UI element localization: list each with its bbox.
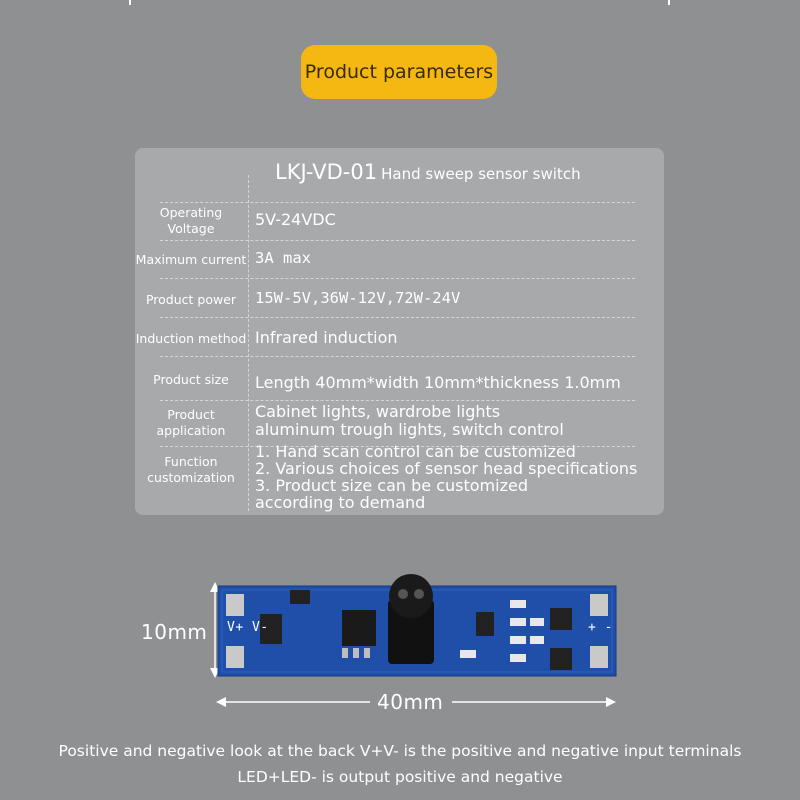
row-divider [160, 317, 635, 318]
badge-label: Product parameters [304, 61, 494, 83]
row-value-customization-line2: 2. Various choices of sensor head specifications [255, 459, 638, 478]
caption-line-1: Positive and negative look at the back V+V- is the positive and negative input terminals [58, 742, 742, 760]
row-label-product-application: Product application [156, 407, 226, 438]
top-edge-marks [0, 0, 800, 6]
row-divider [160, 400, 635, 401]
row-value-induction-method: Infrared induction [255, 328, 398, 347]
product-parameters-badge [301, 45, 497, 99]
column-divider [248, 175, 249, 511]
model-subtitle: Hand sweep sensor switch [381, 165, 581, 183]
row-divider [160, 278, 635, 279]
row-value-product-power: 15W-5V,36W-12V,72W-24V [255, 289, 461, 307]
pcb-board [218, 574, 616, 676]
row-label-induction-method: Induction method [135, 331, 247, 346]
row-value-operating-voltage: 5V-24VDC [255, 210, 336, 229]
row-label-product-power: Product power [145, 292, 237, 307]
row-value-product-size: Length 40mm*width 10mm*thickness 1.0mm [255, 373, 621, 392]
width-label: 40mm [377, 690, 444, 714]
height-label: 10mm [141, 620, 208, 644]
model-name: LKJ-VD-01 [275, 160, 378, 184]
table-title [275, 160, 581, 184]
row-value-customization-line1: 1. Hand scan control can be customized [255, 442, 576, 461]
row-divider [160, 356, 635, 357]
row-divider [160, 240, 635, 241]
row-label-maximum-current: Maximum current [135, 252, 247, 267]
row-label-product-size: Product size [153, 372, 229, 387]
row-label-operating-voltage: Operating Voltage [159, 205, 223, 236]
row-value-maximum-current: 3A max [255, 249, 311, 267]
row-label-function-customization: Function customization [147, 454, 235, 485]
row-divider [160, 202, 635, 203]
row-value-product-application-line2: aluminum trough lights, switch control [255, 420, 564, 439]
caption-line-2: LED+LED- is output positive and negative [237, 768, 563, 786]
row-value-customization-line3: 3. Product size can be customized [255, 476, 528, 495]
silk-output-label: + - [588, 620, 613, 635]
silk-input-label: V+ V- [227, 620, 269, 635]
row-value-customization-line4: according to demand [255, 493, 426, 512]
row-value-product-application-line1: Cabinet lights, wardrobe lights [255, 402, 501, 421]
